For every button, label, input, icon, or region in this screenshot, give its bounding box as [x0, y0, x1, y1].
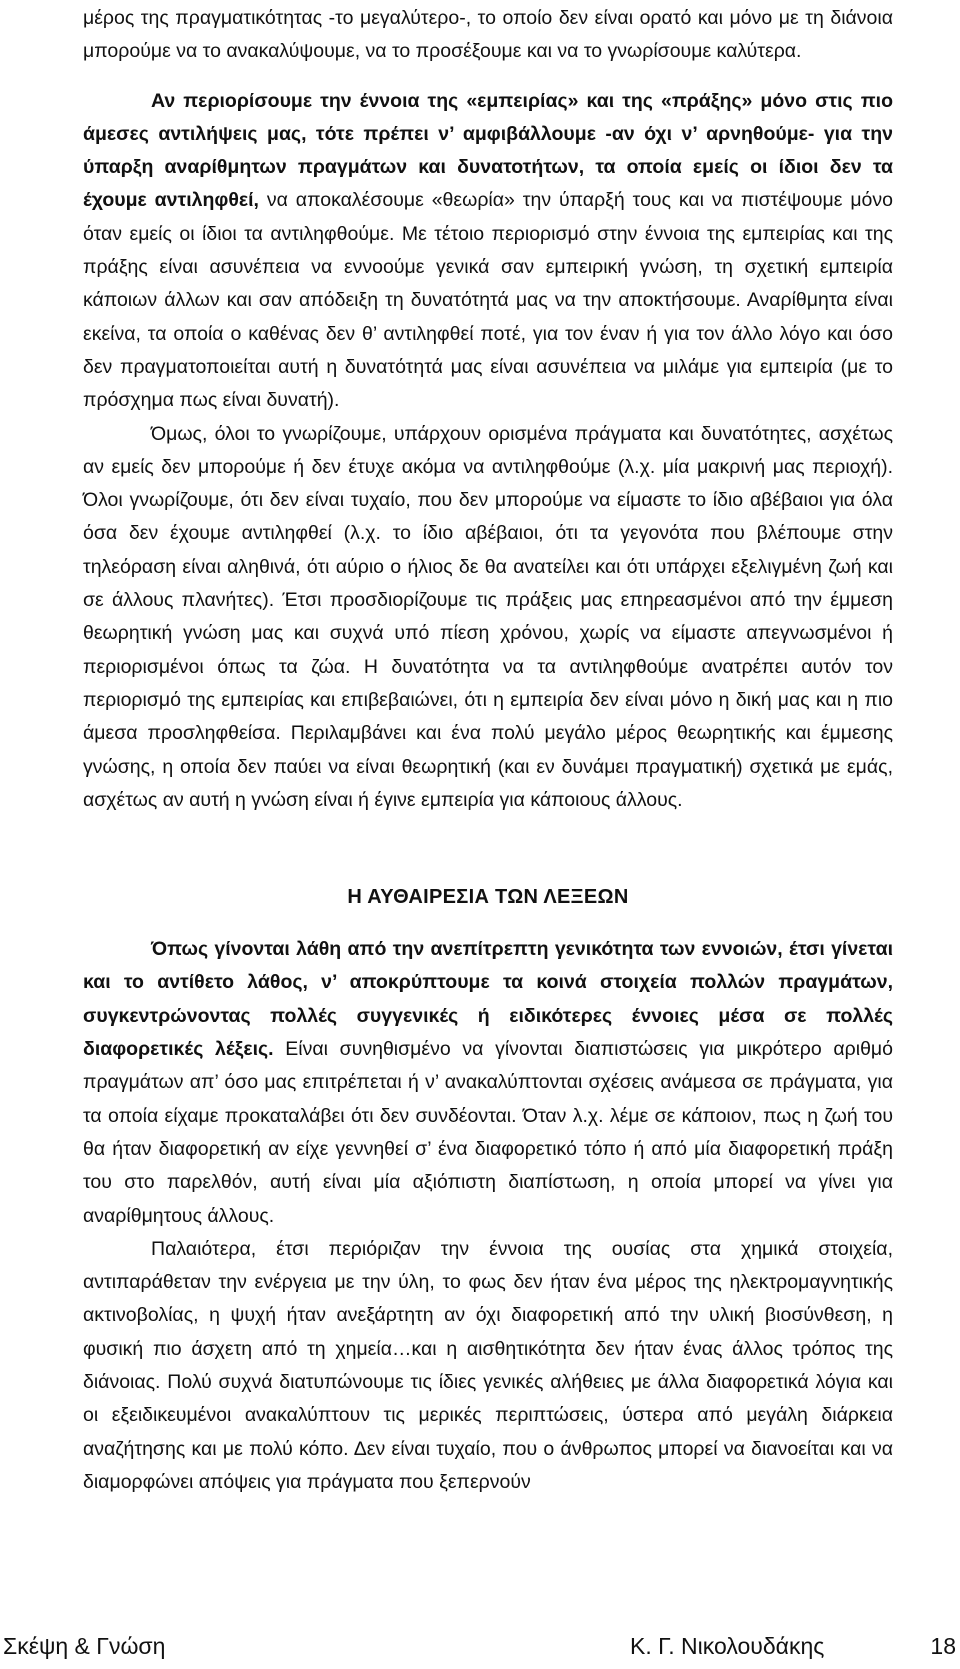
paragraph-experience-body: να αποκαλέσουμε «θεωρία» την ύπαρξή τους και να πιστέψουμε μόνο όταν εμείς οι ίδιοι τα αντιληφθούμε. Με τέτοιο περιορισμό στην έννοια της εμπειρίας και της πράξης είναι ασυνέπεια να εννοούμε γενικά σαν εμπειρική γνώση, τη σχετική εμπειρία κάποιων άλλων και σαν απόδειξη τη δυνατότητά μας να την αποκτήσουμε. Αναρίθμητα είναι εκείνα, τα οποία ο καθένας δεν θ’ αντιληφθεί ποτέ, για τον έναν ή για τον άλλο λόγο και όσο δεν πραγματοποιείται αυτή η δυνατότητά μας είναι ασυνέπεια να μιλάμε για εμπειρία (με το πρόσχημα πως είναι δυνατή).: [83, 189, 893, 412]
section-heading: Η ΑΥΘΑΙΡΕΣΙΑ ΤΩΝ ΛΕΞΕΩΝ: [347, 886, 629, 909]
document-body: [83, 0, 893, 1499]
paragraph-knowledge: Όμως, όλοι το γνωρίζουμε, υπάρχουν ορισμένα πράγματα και δυνατότητες, ασχέτως αν εμείς δεν μπορούμε ή δεν έτυχε ακόμα να αντιληφθούμε (λ.χ. μία μακρινή μας περιοχή). Όλοι γνωρίζουμε, ότι δεν είναι τυχαίο, που δεν μπορούμε να είμαστε το ίδιο αβέβαιοι για όλα όσα δεν έχουμε αντιληφθεί (λ.χ. το ίδιο αβέβαιοι, ότι τα γεγονότα που βλέπουμε στην τηλεόραση είναι αληθινά, ότι αύριο ο ήλιος δε θα ανατείλει και ότι υπάρχει εξελιγμένη ζωή και σε άλλους πλανήτες). Έτσι προσδιορίζουμε τις πράξεις μας επηρεασμένοι από την έμμεση θεωρητική γνώση μας και συχνά υπό πίεση χρόνου, χωρίς να είμαστε απεγνωσμένοι ή περιορισμένοι όπως τα ζώα. Η δυνατότητα να τα αντιληφθούμε ανατρέπει αυτόν τον περιορισμό της εμπειρίας και επιβεβαιώνει, ότι η εμπειρία δεν είναι μόνο η δική μας και η πιο άμεσα προσληφθείσα. Περιλαμβάνει και ένα πολύ μεγάλο μέρος θεωρητικής και έμμεσης γνώσης, η οποία δεν παύει να είναι θεωρητική (και εν δυνάμει πραγματική) σχετικά με εμάς, ασχέτως αν αυτή η γνώση είναι ή έγινε εμπειρία για κάποιους άλλους.: [83, 422, 893, 811]
footer-book-title: Σκέψη & Γνώση: [3, 1633, 166, 1659]
page-footer: [0, 1628, 960, 1664]
paragraph-words-body: Είναι συνηθισμένο να γίνονται διαπιστώσεις για μικρότερο αριθμό πραγμάτων απ’ όσο μας επιτρέπεται ή ν’ ανακαλύπτονται σχέσεις ανάμεσα σε πράγματα, για τα οποία είχαμε προκαταλάβει ότι δεν συνδέονται. Όταν λ.χ. λέμε σε κάποιον, πως η ζωή του θα ήταν διαφορετική αν είχε γεννηθεί σ’ ένα διαφορετικό τόπο ή από μία διαφορετική πράξη του στο παρελθόν, αυτή είναι μία αξιόπιστη διαπίστωση, η οποία μπορεί να γίνει για αναρίθμητους άλλους.: [83, 1038, 893, 1227]
paragraph-words: [83, 933, 893, 1233]
footer-author: Κ. Γ. Νικολουδάκης: [630, 1633, 825, 1659]
paragraph-words-bold-lead: Όπως γίνονται λάθη από την ανεπίτρεπτη γενικότητα των εννοιών, έτσι γίνεται και το αντίθετο λάθος, ν’ αποκρύπτουμε τα κοινά στοιχεία πολλών πραγμάτων, συγκεντρώνοντας πολλές συγγενικές ή ειδικότερες έννοιες μέσα σε πολλές διαφορετικές λέξεις.: [83, 938, 893, 1061]
paragraph-past: Παλαιότερα, έτσι περιόριζαν την έννοια της ουσίας στα χημικά στοιχεία, αντιπαράθεταν την ενέργεια με την ύλη, το φως δεν ήταν ένα μέρος της ηλεκτρομαγνητικής ακτινοβολίας, η ψυχή ήταν ανεξάρτητη αν όχι διαφορετική από την υλική βιοσύνθεση, η φυσική πιο άσχετη από τη χημεία…και η αισθητικότητα δεν ήταν ένας άλλος τρόπος της διάνοιας. Πολύ συχνά διατυπώνουμε τις ίδιες γενικές αλήθειες με άλλα διαφορετικά λόγια και οι εξειδικευμένοι ανακαλύπτουν τις μερικές περιπτώσεις, ύστερα από μεγάλη διάρκεια αναζήτησης και με πολύ κόπο. Δεν είναι τυχαίο, που ο άνθρωπος μπορεί να διανοείται και να διαμορφώνει απόψεις για πράγματα που ξεπερνούν: [83, 1237, 893, 1493]
page-number: 18: [930, 1633, 956, 1659]
paragraph-experience-bold-lead: Αν περιορίσουμε την έννοια της «εμπειρίας» και της «πράξης» μόνο στις πιο άμεσες αντιλήψεις μας, τότε πρέπει ν’ αμφιβάλλουμε -αν όχι ν’ αρνηθούμε- για την ύπαρξη αναρίθμητων πραγμάτων και δυνατοτήτων, τα οποία εμείς οι ίδιοι δεν τα έχουμε αντιληφθεί,: [83, 89, 893, 212]
intro-paragraph: μέρος της πραγματικότητας -το μεγαλύτερο-, το οποίο δεν είναι ορατό και μόνο με τη διάνοια μπορούμε να το ανακαλύψουμε, να το προσέξουμε και να το γνωρίσουμε καλύτερα.: [83, 7, 893, 63]
paragraph-experience: [83, 85, 893, 418]
